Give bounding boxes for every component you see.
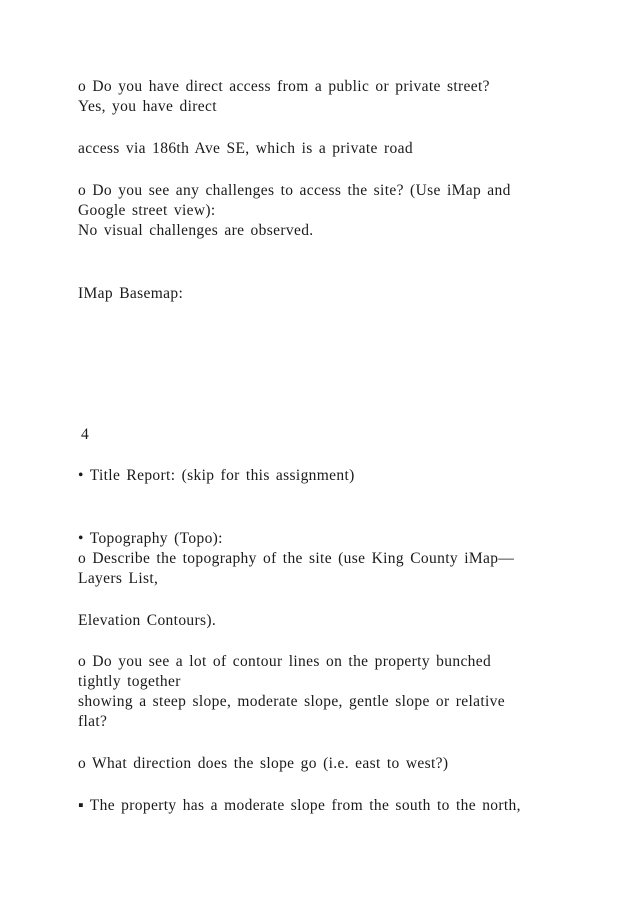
text-line-contour-question-3: showing a steep slope, moderate slope, gentle slope or relative	[78, 693, 506, 710]
text-line-challenges-question-1: o Do you see any challenges to access the site? (Use iMap and	[78, 182, 511, 199]
text-line-access-answer-2: access via 186th Ave SE, which is a private road	[78, 140, 413, 157]
text-line-challenges-question-2: Google street view):	[78, 202, 216, 219]
text-line-topography-heading: • Topography (Topo):	[78, 530, 223, 547]
text-line-challenges-answer: No visual challenges are observed.	[78, 222, 314, 239]
text-line-access-answer-1: Yes, you have direct	[78, 98, 217, 115]
text-line-imap-basemap: IMap Basemap:	[78, 285, 184, 302]
text-line-describe-topo-3: Elevation Contours).	[78, 612, 217, 629]
text-line-describe-topo-1: o Describe the topography of the site (use King County iMap—	[78, 550, 515, 567]
page-number: 4	[81, 426, 90, 443]
text-line-title-report: • Title Report: (skip for this assignment)	[78, 467, 355, 484]
text-line-contour-question-4: flat?	[78, 713, 108, 730]
text-line-slope-direction-question: o What direction does the slope go (i.e. east to west?)	[78, 755, 449, 772]
text-line-slope-answer: ▪ The property has a moderate slope from the south to the north,	[78, 797, 521, 814]
text-line-describe-topo-2: Layers List,	[78, 570, 159, 587]
text-line-access-question: o Do you have direct access from a public or private street?	[78, 78, 490, 95]
text-line-contour-question-2: tightly together	[78, 673, 181, 690]
text-line-contour-question-1: o Do you see a lot of contour lines on the property bunched	[78, 653, 492, 670]
